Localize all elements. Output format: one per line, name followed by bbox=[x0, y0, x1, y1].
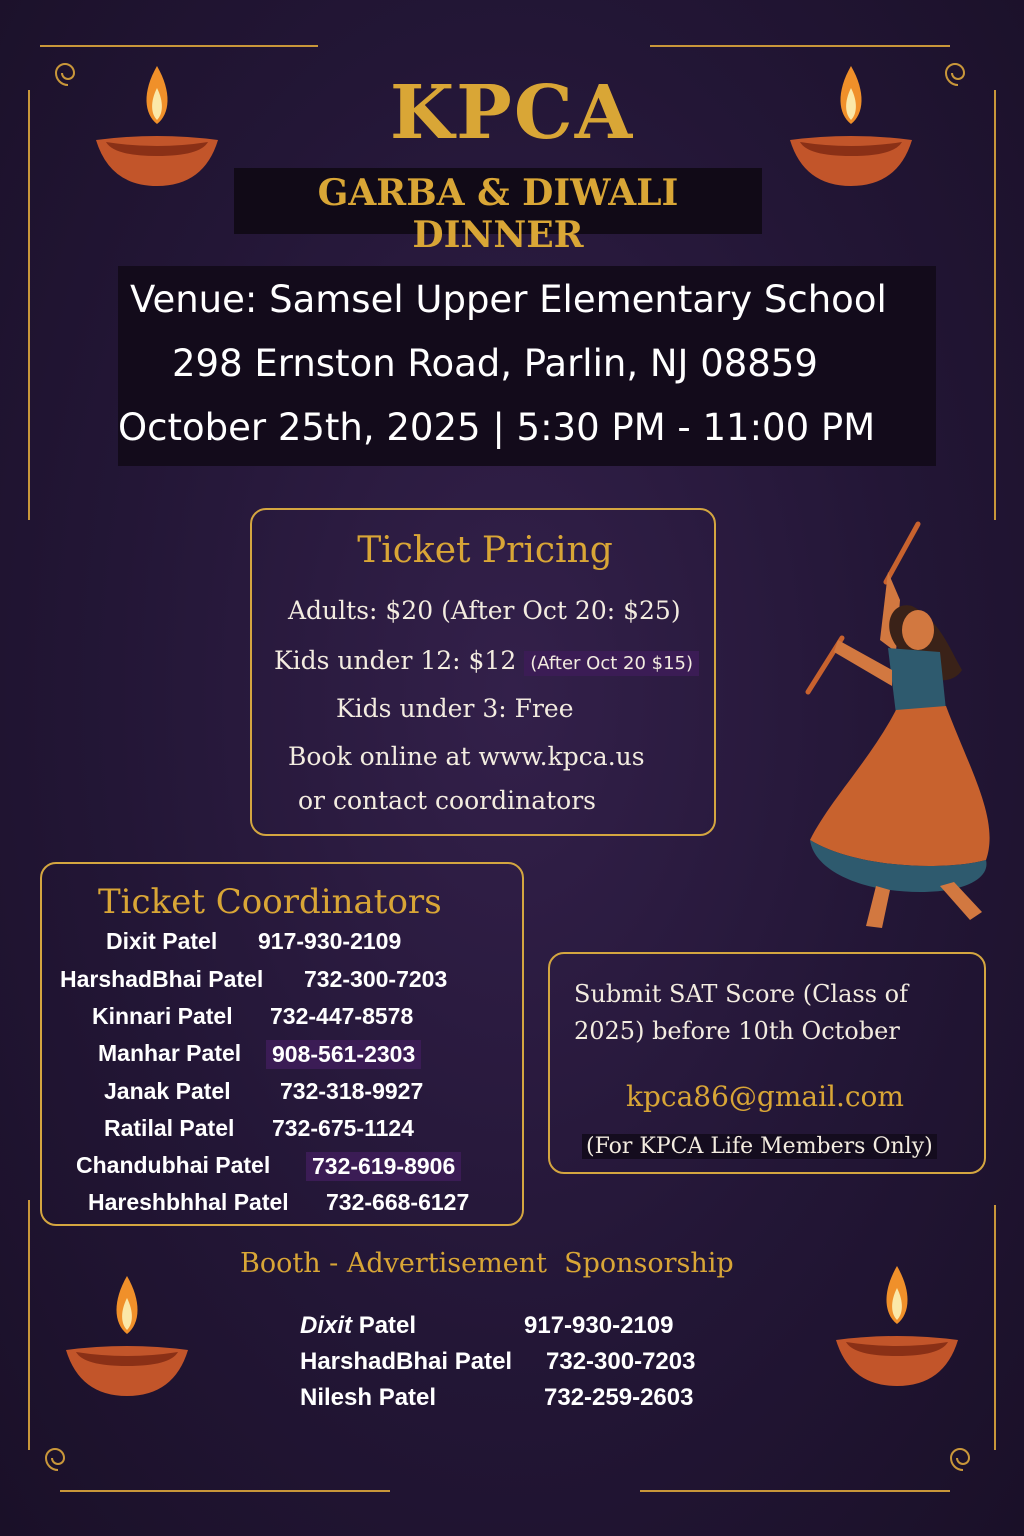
border-line-top-left bbox=[40, 45, 318, 47]
diya-lamp-icon bbox=[62, 1272, 192, 1402]
coordinator-phone: 732-668-6127 bbox=[326, 1189, 470, 1215]
coordinator-name: Janak Patel bbox=[104, 1078, 231, 1104]
booking-info: Book online at www.kpca.us bbox=[288, 742, 645, 771]
event-subtitle: GARBA & DIWALI DINNER bbox=[317, 172, 679, 256]
venue-name: Venue: Samsel Upper Elementary School bbox=[130, 278, 887, 321]
border-line-bottom-left bbox=[60, 1490, 390, 1492]
sponsor-contact-phone: 732-300-7203 bbox=[546, 1348, 696, 1375]
coordinator-name: Ratilal Patel bbox=[104, 1115, 235, 1141]
sat-info-line1: Submit SAT Score (Class of bbox=[574, 980, 909, 1008]
coordinator-phone: 732-447-8578 bbox=[270, 1003, 414, 1029]
corner-ornament-icon bbox=[40, 1440, 76, 1476]
sat-eligibility-note: (For KPCA Life Members Only) bbox=[582, 1134, 937, 1159]
coordinator-phone: 732-675-1124 bbox=[272, 1115, 414, 1141]
coordinator-name: Chandubhai Patel bbox=[76, 1152, 271, 1178]
price-kids-12-label: Kids under 12: $12 bbox=[274, 646, 517, 675]
sponsor-last-name: Patel bbox=[378, 1384, 437, 1411]
sat-info-line2: 2025) before 10th October bbox=[574, 1017, 900, 1045]
price-kids-12 bbox=[274, 646, 699, 675]
price-kids-12-late: (After Oct 20 $15) bbox=[524, 651, 699, 676]
ticket-pricing-heading: Ticket Pricing bbox=[357, 530, 613, 571]
coordinators-heading: Ticket Coordinators bbox=[98, 882, 442, 922]
sponsor-first-name: HarshadBhai bbox=[300, 1348, 449, 1375]
coordinator-name: Hareshbhhal Patel bbox=[88, 1189, 289, 1215]
venue-address: 298 Ernston Road, Parlin, NJ 08859 bbox=[172, 342, 818, 385]
sponsor-contact-phone: 917-930-2109 bbox=[524, 1312, 674, 1339]
diya-lamp-icon bbox=[832, 1262, 962, 1392]
coordinator-name: HarshadBhai Patel bbox=[60, 966, 264, 992]
border-line-right-bottom bbox=[994, 1205, 996, 1450]
coordinator-name: Manhar Patel bbox=[98, 1040, 242, 1066]
coordinator-name: Dixit Patel bbox=[106, 928, 218, 954]
coordinator-phone: 732-300-7203 bbox=[304, 966, 448, 992]
sponsor-first-name: Dixit bbox=[300, 1312, 353, 1339]
border-line-left-bottom bbox=[28, 1200, 30, 1450]
sponsor-last-name: Patel bbox=[358, 1312, 417, 1339]
sat-email-link[interactable]: kpca86@gmail.com bbox=[626, 1080, 904, 1113]
coordinator-name: Kinnari Patel bbox=[92, 1003, 233, 1029]
corner-ornament-icon bbox=[945, 1440, 981, 1476]
event-org-title: KPCA bbox=[389, 70, 635, 156]
coordinator-phone: 732-318-9927 bbox=[280, 1078, 424, 1104]
ticket-pricing-box bbox=[250, 508, 716, 836]
sponsor-first-name: Nilesh bbox=[300, 1384, 373, 1411]
sponsor-contact-phone: 732-259-2603 bbox=[544, 1384, 694, 1411]
coordinator-phone: 917-930-2109 bbox=[258, 928, 402, 954]
garba-dancer-illustration bbox=[800, 520, 1000, 940]
coordinator-phone: 908-561-2303 bbox=[266, 1040, 421, 1069]
event-date-time: October 25th, 2025 | 5:30 PM - 11:00 PM bbox=[118, 406, 876, 449]
sponsorship-heading: Booth - Advertisement Sponsorship bbox=[240, 1248, 734, 1279]
sponsor-name-space bbox=[448, 1348, 455, 1375]
price-adults: Adults: $20 (After Oct 20: $25) bbox=[288, 596, 681, 625]
sponsor-contact-name bbox=[300, 1384, 436, 1412]
booking-contact: or contact coordinators bbox=[298, 786, 596, 815]
sponsor-contact-name bbox=[300, 1348, 512, 1376]
border-line-bottom-right bbox=[640, 1490, 950, 1492]
sponsor-contact-name bbox=[300, 1312, 416, 1340]
price-kids-3: Kids under 3: Free bbox=[336, 694, 574, 723]
sponsor-last-name: Patel bbox=[454, 1348, 513, 1375]
coordinator-phone: 732-619-8906 bbox=[306, 1152, 461, 1181]
border-line-top-right bbox=[650, 45, 950, 47]
